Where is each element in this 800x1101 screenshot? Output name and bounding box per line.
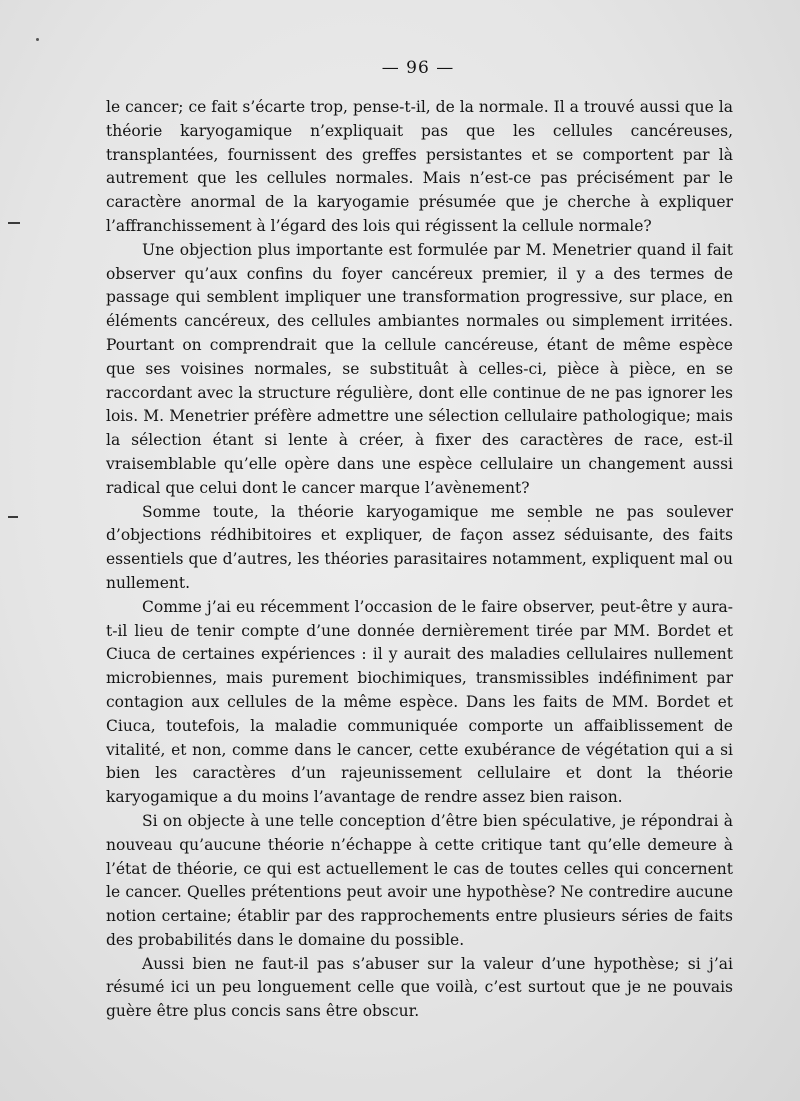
paragraph-2: Une objection plus importante est formulée par M. Menetrier quand il fait observer qu’aux confins du foyer cancéreux premier, il y a des termes de passage qui semblent impliquer une transformation progressive, sur place, en éléments cancéreux, des cellules ambiantes normales ou simplement irritées. Pourtant on comprendrait que la cellule cancéreuse, étant de même espèce que ses voisines normales, se substituât à celles-ci, pièce à pièce, en se raccordant avec la structure régulière, dont elle continue de ne pas ignorer les lois. M. Menetrier préfère admettre une sélection cellulaire pathologique; mais la sélection étant si lente à créer, à fixer des caractères de race, est-il vraisemblable qu’elle opère dans une espèce cellulaire un changement aussi radical que celui dont le cancer marque l’avènement? [106,240,733,497]
paragraph-4: Comme j’ai eu récemment l’occasion de le faire observer, peut-être y aura-t-il lieu de tenir compte d’une donnée dernièrement tirée par MM. Bordet et Ciuca de certaines expériences : il y aurait des maladies cellulaires nullement microbiennes, mais purement biochimiques, transmissibles indéfiniment par contagion aux cellules de la même espèce. Dans les faits de MM. Bordet et Ciuca, toutefois, la maladie communiquée comporte un affaiblissement de vitalité, et non, comme dans le cancer, cette exubérance de végétation qui a si bien les caractères d’un rajeunissement cellulaire et dont la théorie karyogamique a du moins l’avantage de rendre assez bien raison. [106,597,733,807]
scan-speck [36,38,39,41]
paragraph-3: Somme toute, la théorie karyogamique me semble ne pas soulever d’objections rédhibitoires et expliquer, de façon assez séduisante, des faits essentiels que d’autres, les théories parasitaires notamment, expliquent mal ou nullement. [106,502,733,592]
paragraph-1: le cancer; ce fait s’écarte trop, pense-t-il, de la normale. Il a trouvé aussi que la théorie karyogamique n’expliquait pas que les cellules cancéreuses, transplantées, fournissent des greffes persistantes et se comportent par là autrement que les cellules normales. Mais n’est-ce pas précisément par le caractère anormal de la karyogamie présumée que je cherche à expliquer l’affranchissement à l’égard des lois qui régissent la cellule normale? [106,98,733,235]
paragraph-6: Aussi bien ne faut-il pas s’abuser sur la valeur d’une hypothèse; si j’ai résumé ici un peu longuement celle que voilà, c’est surtout que je ne pouvais guère être plus concis sans être obscur. [106,954,733,1021]
margin-mark [8,516,18,518]
body-text [106,96,733,1024]
paragraph-5: Si on objecte à une telle conception d’être bien spéculative, je répondrai à nouveau qu’aucune théorie n’échappe à cette critique tant qu’elle demeure à l’état de théorie, ce qui est actuellement le cas de toutes celles qui concernent le cancer. Quelles prétentions peut avoir une hypothèse? Ne contredire aucune notion certaine; établir par des rapprochements entre plusieurs séries de faits des probabilités dans le domaine du possible. [106,811,733,949]
margin-mark [8,222,20,224]
page-number: — 96 — [381,58,455,78]
